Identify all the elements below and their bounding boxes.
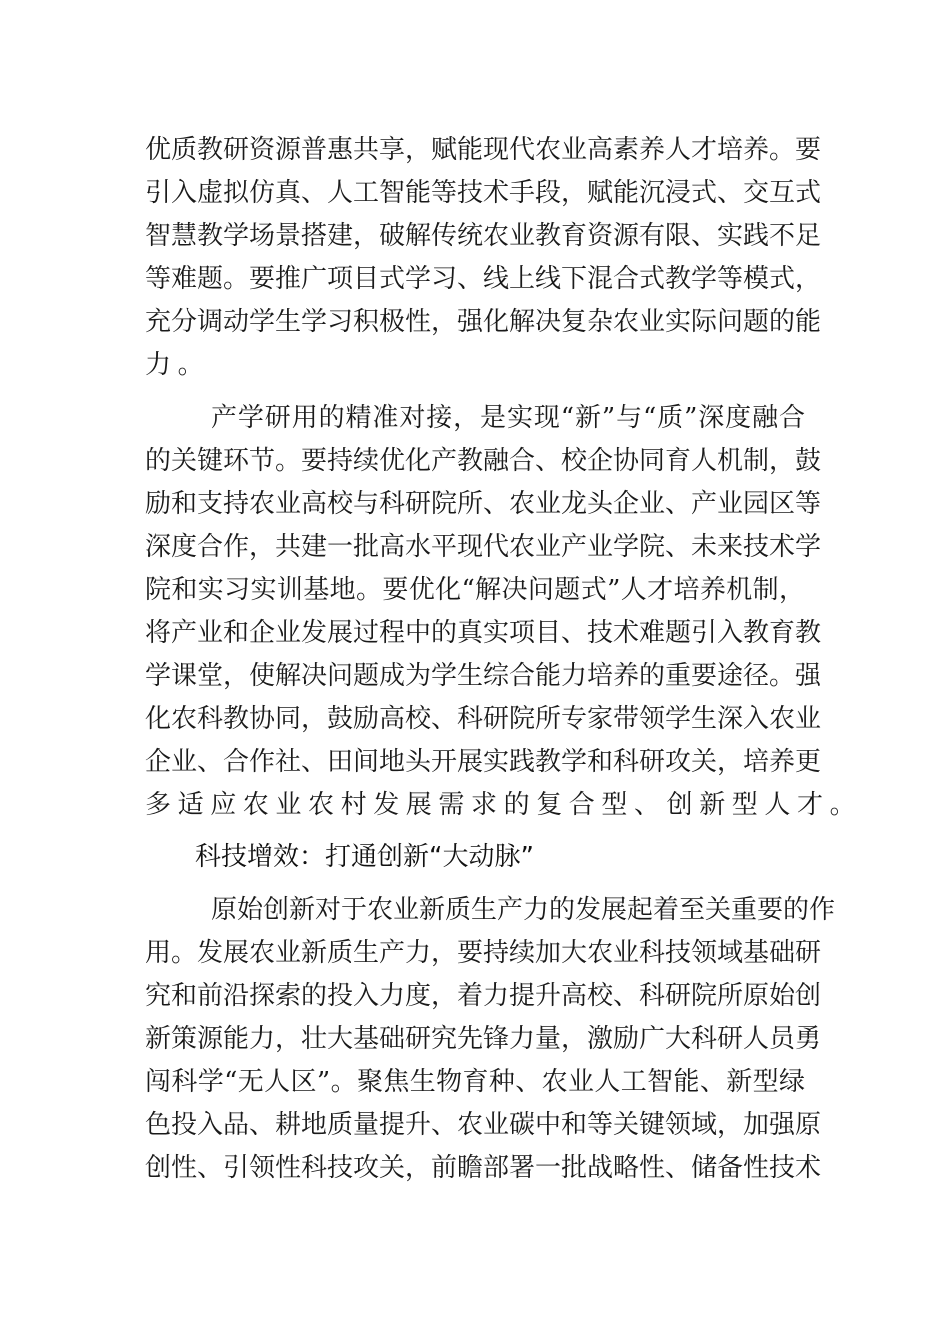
text-line: 企业、合作社、田间地头开展实践教学和科研攻关，培养更 xyxy=(145,747,822,777)
text-line: 化农科教协同，鼓励高校、科研院所专家带领学生深入农业 xyxy=(145,704,822,734)
text-line: 用。发展农业新质生产力，要持续加大农业科技领域基础研 xyxy=(145,938,822,968)
text-line: 究和前沿探索的投入力度，着力提升高校、科研院所原始创 xyxy=(145,981,822,1011)
text-line: 原始创新对于农业新质生产力的发展起着至关重要的作 xyxy=(211,895,836,925)
text-line: 深度合作，共建一批高水平现代农业产业学院、未来技术学 xyxy=(145,532,822,562)
text-line: 产学研用的精准对接，是实现“新”与“质”深度融合 xyxy=(211,403,805,433)
text-line: 闯科学“无人区”。聚焦生物育种、农业人工智能、新型绿 xyxy=(145,1067,805,1097)
text-line: 力。 xyxy=(145,350,211,380)
text-line: 优质教研资源普惠共享，赋能现代农业高素养人才培养。要 xyxy=(145,135,822,165)
text-line: 励和支持农业高校与科研院所、农业龙头企业、产业园区等 xyxy=(145,489,822,519)
text-line: 新策源能力，壮大基础研究先锋力量，激励广大科研人员勇 xyxy=(145,1024,822,1054)
text-line: 智慧教学场景搭建，破解传统农业教育资源有限、实践不足 xyxy=(145,221,822,251)
text-line: 学课堂，使解决问题成为学生综合能力培养的重要途径。强 xyxy=(145,661,822,691)
text-line: 引入虚拟仿真、人工智能等技术手段，赋能沉浸式、交互式 xyxy=(145,178,822,208)
text-line: 充分调动学生学习积极性，强化解决复杂农业实际问题的能 xyxy=(145,307,822,337)
text-line: 将产业和企业发展过程中的真实项目、技术难题引入教育教 xyxy=(145,618,822,648)
text-line: 的关键环节。要持续优化产教融合、校企协同育人机制，鼓 xyxy=(145,446,822,476)
text-line: 色投入品、耕地质量提升、农业碳中和等关键领域，加强原 xyxy=(145,1110,822,1140)
text-line: 创性、引领性科技攻关，前瞻部署一批战略性、储备性技术 xyxy=(145,1153,822,1183)
text-line: 院和实习实训基地。要优化“解决问题式”人才培养机制， xyxy=(145,575,805,605)
text-line: 等难题。要推广项目式学习、线上线下混合式教学等模式， xyxy=(145,264,822,294)
section-heading: 科技增效：打通创新“大动脉” xyxy=(195,842,534,872)
text-line: 多适应农业农村发展需求的复合型、创新型人才。 xyxy=(145,790,863,820)
